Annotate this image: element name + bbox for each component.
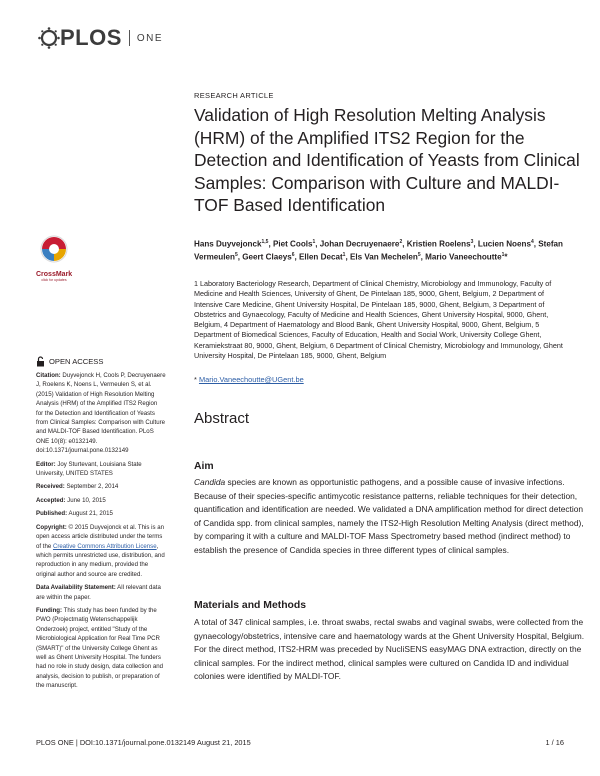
author-name: Mario Vaneechoutte: [425, 252, 502, 262]
editor-block: [36, 460, 166, 479]
author-affiliation-sup: 1: [342, 251, 346, 258]
copyright-block: [36, 523, 166, 579]
funding-block: [36, 606, 166, 691]
author-name: Els Van Mechelen: [349, 252, 418, 262]
author-name: Lucien Noens: [477, 239, 531, 249]
open-access-label: OPEN ACCESS: [49, 357, 104, 366]
citation-text: Duyvejonck H, Cools P, Decruyenaere J, Roelens K, Noens L, Vermeulen S, et al. (2015) Validation of High Resolution Melting Analysis (HRM) of the Amplified ITS2 Region for the Detection and Identification of Yeasts from Clinical Samples: Comparison with Culture and MALDI-TOF Based Identification. PLoS ONE 10(8): e0132149. doi:10.1371/journal.pone.0132149: [36, 372, 166, 455]
aim-text: species are known as opportunistic pathogens, and a possible cause of invasive infections. Because of their species-specific antimycotic resistance patterns, reliable techniques for their detection, quantification and identification are needed. We validated a DNA amplification method for direct detection of Candida spp. from clinical samples, namely the ITS2-High Resolution Melting Analysis (direct method), by comparing it with a culture and MALDI-TOF Mass Spectrometry based method (indirect method) to establish the presence of Candida species in three different types of clinical samples.: [194, 477, 584, 555]
editor-label: Editor:: [36, 460, 56, 468]
author-separator: ,: [315, 239, 320, 249]
received-label: Received:: [36, 483, 65, 491]
published-block: [36, 509, 166, 518]
corresponding-email-link[interactable]: Mario.Vaneechoutte@UGent.be: [198, 375, 304, 384]
open-lock-icon: [36, 356, 45, 367]
aim-paragraph: [194, 476, 586, 558]
accepted-label: Accepted:: [36, 496, 66, 504]
article-type-label: RESEARCH ARTICLE: [194, 91, 274, 100]
aim-genus: Candida: [194, 477, 226, 487]
funding-text: This study has been funded by the PWO (Projectmatig Wetenschappelijk Onderzoek) project, entitled "Study of the Microbiological Application for Real Time PCR (SMART)" of the University College Ghent as well as Ghent University Hospital. The funders had no role in study design, data collection and analysis, decision to publish, or preparation of the manuscript.: [36, 606, 164, 690]
corresponding-marker: *: [194, 375, 197, 384]
copyright-text-b: , which permits unrestricted use, distribution, and reproduction in any medium, provided the original author and source are credited.: [36, 542, 165, 578]
methods-paragraph: A total of 347 clinical samples, i.e. throat swabs, rectal swabs and vaginal swabs, were collected from the gynaecology/obstetrics, intensive care and haematology wards at the Ghent University Hospital, Belgium. For the direct method, ITS2-HRM was preceded by NucliSENS easyMAG DNA extraction, directly on the clinical samples. For the indirect method, clinical samples were cultured on Candida ID and individual colonies were identified by MALDI-TOF.: [194, 617, 585, 682]
author-separator: *: [504, 252, 508, 262]
author-affiliation-sup: 1: [312, 239, 316, 245]
author-affiliation-sup: 4: [530, 239, 534, 245]
journal-name: ONE: [136, 32, 164, 44]
author-name: Piet Cools: [272, 239, 313, 249]
author-name: Ellen Decat: [299, 252, 343, 262]
license-link[interactable]: Creative Commons Attribution License: [52, 542, 157, 550]
accepted-date: June 10, 2015: [65, 496, 106, 504]
author-separator: ,: [533, 239, 539, 249]
author-name: Hans Duyvejonck: [194, 239, 262, 249]
aim-heading: Aim: [194, 461, 214, 472]
crossmark-label: CrossMark: [36, 271, 73, 278]
author-separator: ,: [268, 239, 273, 249]
open-access-badge: [36, 356, 103, 367]
author-affiliation-sup: 1,5: [261, 239, 269, 245]
author-affiliation-sup: 5: [417, 251, 421, 258]
author-separator: ,: [402, 239, 407, 249]
plos-logo-icon: [38, 27, 60, 49]
author-separator: ,: [237, 252, 243, 262]
author-name: Johan Decruyenaere: [319, 239, 400, 249]
received-date: September 2, 2014: [64, 483, 119, 491]
copyright-label: Copyright:: [36, 523, 67, 531]
methods-heading: Materials and Methods: [194, 600, 307, 611]
accepted-block: [36, 496, 166, 505]
footer-citation: PLOS ONE | DOI:10.1371/journal.pone.0132149 August 21, 2015: [36, 738, 251, 747]
editor-text: Joy Sturtevant, Louisiana State University, UNITED STATES: [36, 460, 142, 478]
author-affiliation-sup: 1: [501, 251, 505, 258]
published-date: August 21, 2015: [67, 510, 113, 518]
crossmark-icon: [39, 234, 69, 268]
article-title: Validation of High Resolution Melting Analysis (HRM) of the Amplified ITS2 Region for the Detection and Identification of Yeasts from Clinical Samples: Comparison with Culture and MALDI-TOF Based Identification: [194, 105, 580, 215]
crossmark-badge[interactable]: [36, 234, 72, 282]
author-list: [194, 237, 584, 263]
author-separator: ,: [294, 252, 300, 262]
affiliations: 1 Laboratory Bacteriology Research, Department of Clinical Chemistry, Microbiology and Immunology, Faculty of Medicine and Health Sciences, University of Ghent, De Pintelaan 185, 9000, Ghent, Belgium, 2 Department of Intensive Care Medicine, Ghent University Hospital, De Pintelaan 185, 9000, Ghent, Belgium, 3 Department of Obstetrics and Gynaecology, Faculty of Medicine and Health Sciences, Ghent University Hospital, 9000, Ghent, Belgium, 4 Department of Haematology and Blood Bank, Ghent University Hospital, 9000, Ghent, Belgium, 5 Department of Biomedical Sciences, Faculty of Education, Health and Social Work, University College Ghent, Keramiekstraat 80, 9000, Ghent, Belgium, 6 Department of Clinical Chemistry, Microbiology and Immunology, Ghent University Hospital, De Pintelaan 185, 9000, Ghent, Belgium: [194, 279, 563, 361]
data-availability-label: Data Availability Statement:: [36, 584, 116, 592]
author-name: Geert Claeys: [242, 252, 292, 262]
crossmark-sublabel: click for updates: [41, 278, 67, 282]
copyright-text-a: © 2015 Duyvejonck et al. This is an open access article distributed under the terms of the: [36, 523, 164, 550]
received-block: [36, 482, 166, 491]
author-separator: ,: [345, 252, 350, 262]
data-availability-block: [36, 583, 166, 602]
corresponding-author: [194, 375, 304, 384]
author-name: Stefan Vermeulen: [194, 239, 563, 262]
citation-label: Citation:: [36, 372, 61, 379]
author-separator: ,: [420, 252, 426, 262]
article-metadata-sidebar: [36, 371, 166, 695]
author-name: Kristien Roelens: [406, 239, 471, 249]
citation-block: [36, 371, 166, 456]
logo-wordmark: PLOS: [60, 25, 122, 50]
page-number: 1 / 16: [545, 738, 564, 747]
abstract-heading: Abstract: [194, 410, 250, 427]
author-affiliation-sup: 3: [470, 239, 474, 245]
logo-divider: [129, 30, 130, 46]
author-affiliation-sup: 6: [291, 251, 295, 258]
author-affiliation-sup: 2: [399, 239, 403, 245]
data-availability-text: All relevant data are within the paper.: [36, 584, 161, 601]
author-separator: ,: [473, 239, 478, 249]
plos-one-logo: [38, 26, 163, 50]
author-affiliation-sup: 5: [234, 251, 238, 258]
published-label: Published:: [36, 510, 68, 518]
funding-label: Funding:: [36, 606, 63, 614]
